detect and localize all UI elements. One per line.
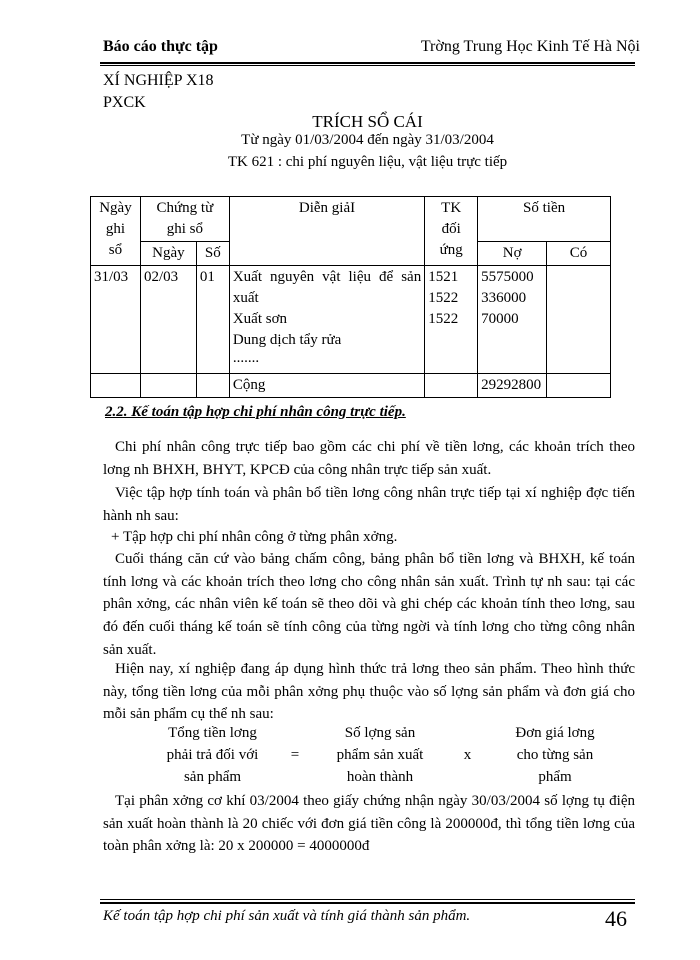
ledger-account: TK 621 : chi phí nguyên liệu, vật liệu trực tiếp — [227, 154, 508, 170]
footer-text: Kế toán tập hợp chi phí sản xuất và tính giá thành sản phẩm. — [103, 908, 471, 924]
header-left: Báo cáo thực tập — [103, 38, 218, 55]
header-contra-account: TK đối ứng — [425, 197, 478, 266]
header-voucher: Chứng từ ghi sổ — [140, 197, 229, 242]
footer-rule — [100, 899, 635, 900]
formula-unit-price: Đơn giá lơng cho từng sản phẩm — [515, 725, 595, 785]
paragraph-1: Chi phí nhân công trực tiếp bao gồm các chi phí về tiền lơng, các khoản trích theo lơng nh BHXH, BHYT, KPCĐ của công nhân trực tiếp sản xuất. — [103, 439, 635, 478]
header-rule — [100, 62, 635, 64]
header-voucher-date: Ngày — [140, 242, 196, 266]
ledger-table — [90, 196, 611, 398]
row-voucher-no: 01 — [196, 266, 229, 374]
formula-equals: = — [290, 747, 300, 763]
org-name: XÍ NGHIỆP X18 — [103, 72, 214, 89]
row-contra-accounts: 1521 1522 1522 — [425, 266, 478, 374]
header-debit: Nợ — [478, 242, 547, 266]
row-debits: 5575000 336000 70000 — [478, 266, 547, 374]
formula-total-wage: Tổng tiền lơng phải trả đối với sản phẩm — [166, 725, 259, 785]
formula-times: x — [463, 747, 472, 763]
formula-quantity: Số lợng sản phẩm sản xuất hoàn thành — [336, 725, 424, 785]
paragraph-4: Cuối tháng căn cứ vào bảng chấm công, bảng phân bổ tiền lơng và BHXH, kế toán tính lơng và các khoản trích theo lơng cho công nhân sản xuất. Trình tự nh sau: tại các phân xởng, các nhân viên kế toán sẽ theo dõi và ghi chép các khoản tính theo lơng, sau đó đến cuối tháng kế toán sẽ tính công của từng ngời và tính lơng cho từng công nhân sản xuất. — [103, 551, 635, 658]
total-debit: 29292800 — [478, 374, 547, 398]
header-right: Trờng Trung Học Kinh Tế Hà Nội — [420, 38, 640, 55]
row-voucher-date: 02/03 — [140, 266, 196, 374]
header-description: Diễn giảI — [229, 197, 424, 266]
section-title: 2.2. Kế toán tập hợp chi phí nhân công trực tiếp. — [105, 404, 406, 420]
header-amount: Số tiền — [478, 197, 611, 242]
page-number: 46 — [605, 906, 627, 931]
footer-rule-thick — [100, 902, 635, 904]
wage-formula — [150, 722, 620, 788]
paragraph-3: + Tập hợp chi phí nhân công ở từng phân xởng. — [111, 529, 398, 545]
paragraph-5: Hiện nay, xí nghiệp đang áp dụng hình thức trả lơng theo sản phẩm. Theo hình thức này, tổng tiền lơng của mỗi phân xởng phụ thuộc vào số lợng sản phẩm và đơn giá cho mỗi sản phẩm cụ thể nh sau: — [103, 661, 635, 723]
ledger-period: Từ ngày 01/03/2004 đến ngày 31/03/2004 — [241, 132, 494, 148]
table-row — [91, 266, 611, 374]
header-credit: Có — [547, 242, 611, 266]
header-date: Ngày ghi sổ — [91, 197, 141, 266]
paragraph-2: Việc tập hợp tính toán và phân bổ tiền lơng công nhân trực tiếp tại xí nghiệp đợc tiến hành nh sau: — [103, 485, 635, 524]
row-credit — [547, 266, 611, 374]
table-total-row — [91, 374, 611, 398]
paragraph-6: Tại phân xởng cơ khí 03/2004 theo giấy chứng nhận ngày 30/03/2004 số lợng tụ điện sản xuất hoàn thành là 20 chiếc với đơn giá tiền công là 200000đ, thì tổng tiền lơng của toàn phân xởng là: 20 x 200000 = 4000000đ — [103, 793, 635, 855]
header-voucher-no: Số — [196, 242, 229, 266]
org-unit: PXCK — [103, 94, 146, 111]
ledger-title: TRÍCH SỔ CÁI — [312, 112, 423, 131]
row-description: Xuất nguyên vật liệu để sản xuất Xuất sơn Dung dịch tẩy rửa ....... — [229, 266, 424, 374]
total-label: Cộng — [229, 374, 424, 398]
row-date: 31/03 — [91, 266, 141, 374]
header-rule-thin — [100, 65, 635, 66]
